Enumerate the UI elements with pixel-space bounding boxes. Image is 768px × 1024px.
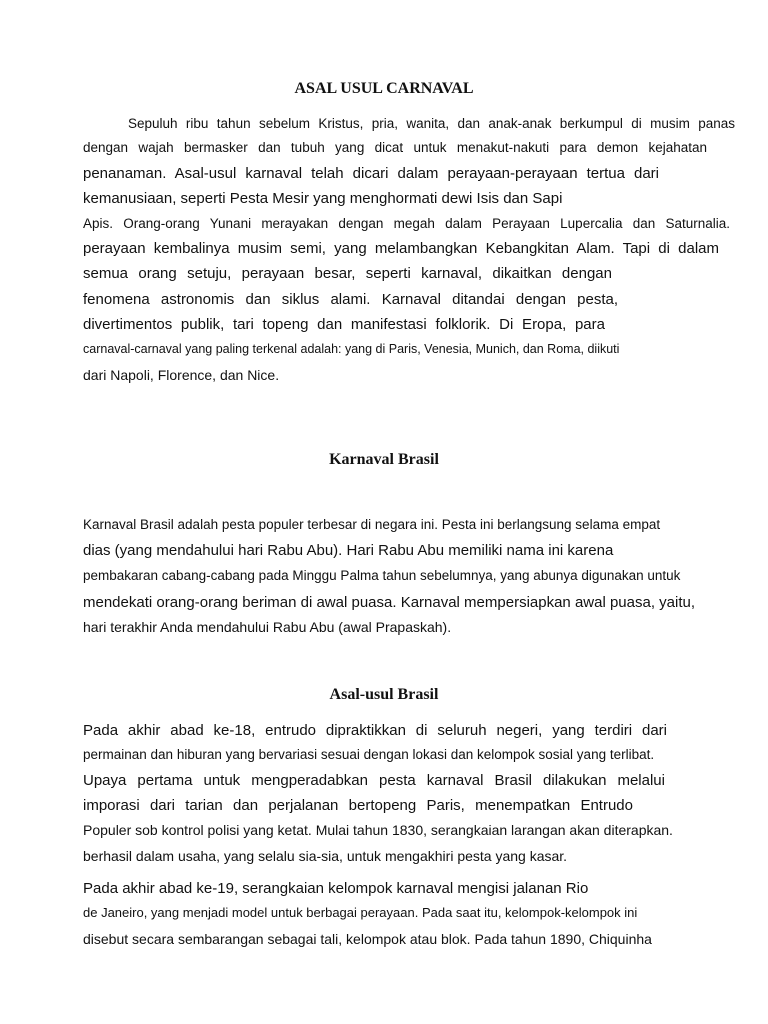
text-line: Pada akhir abad ke-19, serangkaian kelompok karnaval mengisi jalanan Rio — [83, 880, 589, 897]
document-title: ASAL USUL CARNAVAL — [294, 80, 474, 97]
text-line: Sepuluh ribu tahun sebelum Kristus, pria, wanita, dan anak-anak berkumpul di musim panas — [128, 116, 735, 131]
text-line: Pada akhir abad ke-18, entrudo dipraktikkan di seluruh negeri, yang terdiri dari — [83, 722, 667, 739]
text-line: pembakaran cabang-cabang pada Minggu Palma tahun sebelumnya, yang abunya digunakan untuk — [83, 568, 681, 583]
text-line: penanaman. Asal-usul karnaval telah dicari dalam perayaan-perayaan tertua dari — [83, 165, 659, 182]
text-line: perayaan kembalinya musim semi, yang melambangkan Kebangkitan Alam. Tapi di dalam — [83, 240, 719, 257]
text-line: hari terakhir Anda mendahului Rabu Abu (awal Prapaskah). — [83, 619, 452, 635]
text-line: dengan wajah bermasker dan tubuh yang dicat untuk menakut-nakuti para demon kejahatan — [83, 140, 707, 155]
text-line: semua orang setuju, perayaan besar, seperti karnaval, dikaitkan dengan — [83, 265, 612, 282]
text-line: permainan dan hiburan yang bervariasi sesuai dengan lokasi dan kelompok sosial yang terlibat. — [83, 747, 655, 762]
section-heading-karnaval-brasil: Karnaval Brasil — [329, 451, 439, 468]
text-line: dias (yang mendahului hari Rabu Abu). Hari Rabu Abu memiliki nama ini karena — [83, 542, 614, 559]
text-line: Upaya pertama untuk mengperadabkan pesta karnaval Brasil dilakukan melalui — [83, 772, 665, 789]
text-line: Populer sob kontrol polisi yang ketat. Mulai tahun 1830, serangkaian larangan akan diterapkan. — [83, 822, 673, 838]
text-line: divertimentos publik, tari topeng dan manifestasi folklorik. Di Eropa, para — [83, 316, 605, 333]
text-line: mendekati orang-orang beriman di awal puasa. Karnaval mempersiapkan awal puasa, yaitu, — [83, 594, 696, 611]
text-line: fenomena astronomis dan siklus alami. Karnaval ditandai dengan pesta, — [83, 291, 618, 308]
text-line: de Janeiro, yang menjadi model untuk berbagai perayaan. Pada saat itu, kelompok-kelompok ini — [83, 905, 638, 920]
section-heading-asal-usul-brasil: Asal-usul Brasil — [329, 686, 439, 703]
text-line: dari Napoli, Florence, dan Nice. — [83, 367, 280, 383]
text-line: berhasil dalam usaha, yang selalu sia-sia, untuk mengakhiri pesta yang kasar. — [83, 848, 568, 864]
text-line: Karnaval Brasil adalah pesta populer terbesar di negara ini. Pesta ini berlangsung selama empat — [83, 517, 661, 532]
text-line: kemanusiaan, seperti Pesta Mesir yang menghormati dewi Isis dan Sapi — [83, 190, 563, 207]
text-line: imporasi dari tarian dan perjalanan bertopeng Paris, menempatkan Entrudo — [83, 797, 633, 814]
text-line: disebut secara sembarangan sebagai tali, kelompok atau blok. Pada tahun 1890, Chiquinha — [83, 931, 652, 947]
text-line: Apis. Orang-orang Yunani merayakan dengan megah dalam Perayaan Lupercalia dan Saturnalia. — [83, 216, 730, 231]
text-line: carnaval-carnaval yang paling terkenal adalah: yang di Paris, Venesia, Munich, dan Roma, diikuti — [83, 342, 620, 356]
